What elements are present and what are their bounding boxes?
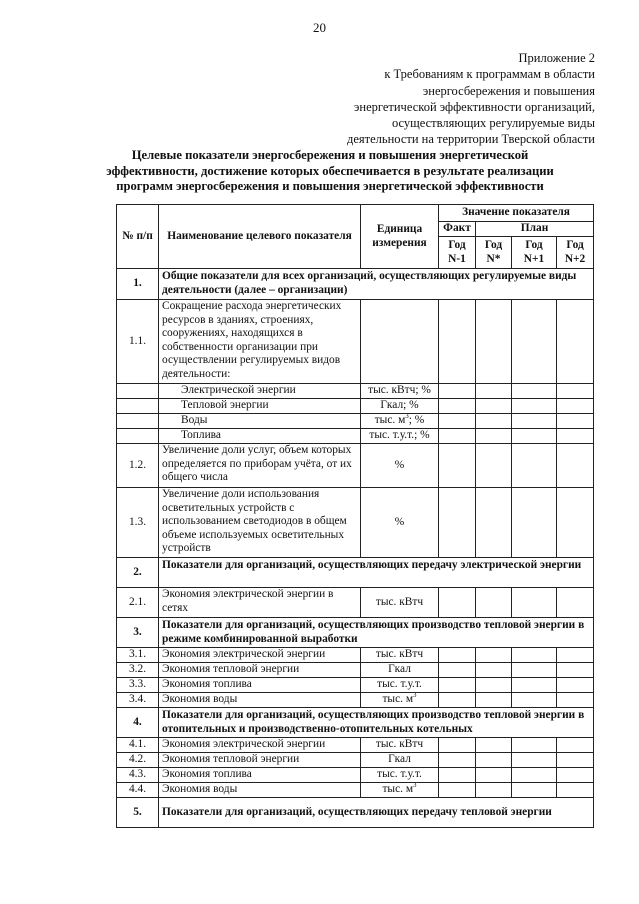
row-num: 3.2. — [117, 663, 159, 678]
row-num: 3.4. — [117, 693, 159, 708]
row-num: 4. — [117, 708, 159, 738]
row-unit: % — [361, 488, 439, 558]
header-plan: План — [476, 222, 594, 237]
row-name: Топлива — [159, 429, 361, 444]
row-name: Экономия топлива — [159, 768, 361, 783]
row-name: Экономия воды — [159, 693, 361, 708]
table-row — [117, 753, 594, 768]
row-name: Экономия электрической энергии — [159, 738, 361, 753]
row-unit: тыс. $м^3$ — [361, 693, 439, 708]
appendix-line: энергетической эффективности организаций, — [354, 99, 595, 114]
row-name: Экономия тепловой энергии — [159, 753, 361, 768]
row-unit: тыс. $м^3$ — [361, 783, 439, 798]
header-unit: Единица измерения — [361, 205, 439, 269]
row-unit: тыс. кВтч — [361, 588, 439, 618]
row-unit: Гкал — [361, 753, 439, 768]
page-number: 20 — [313, 20, 326, 35]
row-unit: % — [361, 444, 439, 488]
row-num: 5. — [117, 798, 159, 828]
section-title: Показатели для организаций, осуществляющих производство тепловой энергии в отопительных и производственно-отопительных котельных — [159, 708, 594, 738]
table-row — [117, 798, 594, 828]
title-line: эффективности, достижение которых обеспечивается в результате реализации — [106, 163, 554, 178]
row-name: Экономия тепловой энергии — [159, 663, 361, 678]
table-row — [117, 783, 594, 798]
row-num: 1.2. — [117, 444, 159, 488]
row-num: 4.4. — [117, 783, 159, 798]
table-row — [117, 444, 594, 488]
table-row — [117, 488, 594, 558]
section-title: Показатели для организаций, осуществляющих производство тепловой энергии в режиме комбинированной выработки — [159, 618, 594, 648]
table-row — [117, 269, 594, 300]
row-num: 4.2. — [117, 753, 159, 768]
row-num: 2. — [117, 558, 159, 588]
row-name: Увеличение доли услуг, объем которых определяется по приборам учёта, от их общего числа — [159, 444, 361, 488]
table-row — [117, 693, 594, 708]
section-title: Показатели для организаций, осуществляющих передачу электрической энергии — [159, 558, 594, 588]
header-year-n-minus-1: Год N-1 — [439, 237, 476, 269]
row-unit: тыс. т.у.т. — [361, 678, 439, 693]
row-name: Экономия воды — [159, 783, 361, 798]
row-name: Экономия топлива — [159, 678, 361, 693]
table-row — [117, 558, 594, 588]
row-unit: тыс. кВтч; % — [361, 384, 439, 399]
section-title: Общие показатели для всех организаций, осуществляющих регулируемые виды деятельности (далее – организации) — [159, 269, 594, 300]
row-unit: Гкал — [361, 663, 439, 678]
title-line: Целевые показатели энергосбережения и повышения энергетической — [131, 148, 529, 162]
table-row — [117, 618, 594, 648]
document-title — [90, 148, 570, 195]
header-name: Наименование целевого показателя — [159, 205, 361, 269]
table-row — [117, 384, 594, 399]
row-num: 3.3. — [117, 678, 159, 693]
header-num: № п/п — [117, 205, 159, 269]
row-num: 3. — [117, 618, 159, 648]
table-row — [117, 648, 594, 663]
header-year-n-plus-1: Год N+1 — [512, 237, 557, 269]
row-unit: Гкал; % — [361, 399, 439, 414]
row-name: Электрической энергии — [159, 384, 361, 399]
row-unit: тыс. кВтч — [361, 648, 439, 663]
header-year-n: Год N* — [476, 237, 512, 269]
appendix-line: к Требованиям к программам в области — [384, 67, 595, 82]
row-num: 3.1. — [117, 648, 159, 663]
indicators-table — [116, 204, 594, 828]
row-num: 1.3. — [117, 488, 159, 558]
row-unit: тыс. кВтч — [361, 738, 439, 753]
table-row — [117, 663, 594, 678]
appendix-line: осуществляющих регулируемые виды — [391, 116, 595, 131]
appendix-line: деятельности на территории Тверской области — [346, 132, 595, 147]
table-row — [117, 768, 594, 783]
table-row — [117, 429, 594, 444]
appendix-line: энергосбережения и повышения — [422, 83, 595, 98]
row-unit: тыс. т.у.т. — [361, 768, 439, 783]
table-row — [117, 399, 594, 414]
header-fact: Факт — [439, 222, 476, 237]
table-row — [117, 708, 594, 738]
row-unit — [361, 300, 439, 384]
appendix-block — [295, 50, 595, 148]
row-name: Экономия электрической энергии в сетях — [159, 588, 361, 618]
section-title: Показатели для организаций, осуществляющих передачу тепловой энергии — [159, 798, 594, 828]
table-row — [117, 300, 594, 384]
row-name: Экономия электрической энергии — [159, 648, 361, 663]
row-num: 1. — [117, 269, 159, 300]
row-name: Увеличение доли использования осветительных устройств с использованием светодиодов в общем объеме используемых осветительных устройств — [159, 488, 361, 558]
header-value: Значение показателя — [439, 205, 594, 222]
title-line: программ энергосбережения и повышения энергетической эффективности — [116, 179, 544, 193]
row-num: 4.1. — [117, 738, 159, 753]
appendix-line: Приложение 2 — [518, 51, 595, 65]
row-num: 1.1. — [117, 300, 159, 384]
row-name: Воды — [159, 414, 361, 429]
row-num: 4.3. — [117, 768, 159, 783]
row-unit: тыс. $м^3$; % — [361, 414, 439, 429]
row-unit: тыс. т.у.т.; % — [361, 429, 439, 444]
header-year-n-plus-2: Год N+2 — [557, 237, 594, 269]
table-row — [117, 678, 594, 693]
table-row — [117, 414, 594, 429]
row-num: 2.1. — [117, 588, 159, 618]
row-name: Сокращение расхода энергетических ресурсов в зданиях, строениях, сооружениях, находящихся в собственности организации при осуществлении регулируемых видов деятельности: — [159, 300, 361, 384]
table-row — [117, 738, 594, 753]
row-name: Тепловой энергии — [159, 399, 361, 414]
table-row — [117, 588, 594, 618]
